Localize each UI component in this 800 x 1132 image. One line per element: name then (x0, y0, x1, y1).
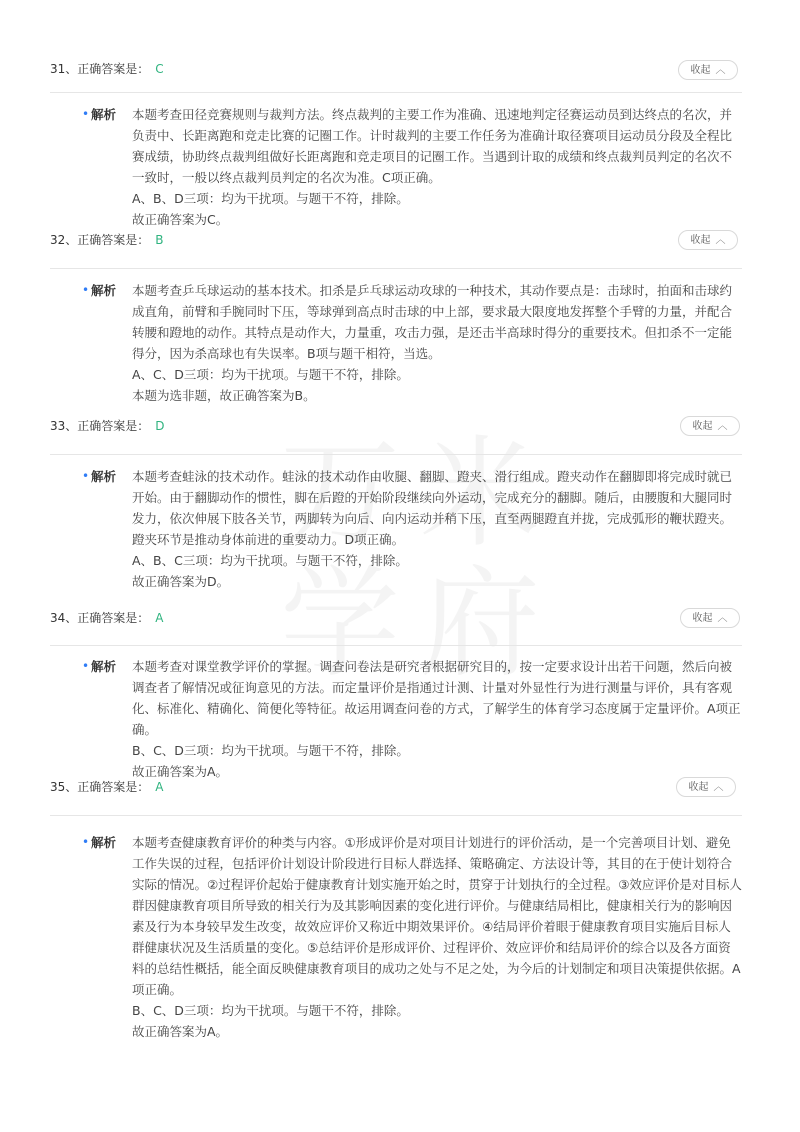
analysis-body (132, 466, 742, 592)
chevron-up-icon: ︿ (715, 235, 726, 246)
bullet-dot-icon: • (82, 469, 90, 483)
analysis-label: 解析 (91, 107, 117, 122)
analysis-body (132, 280, 742, 406)
question-number: 35、正确答案是： (50, 780, 150, 794)
analysis-paragraph: 故正确答案为A。 (132, 764, 229, 779)
collapse-button[interactable] (680, 608, 740, 628)
correct-answer: A (155, 611, 164, 625)
analysis-paragraph: 本题考查对课堂教学评价的掌握。调查问卷法是研究者根据研究目的，按一定要求设计出若干问题，然后向被调查者了解情况或征询意见的方法。而定量评价是指通过计测、计量对外显性行为进行测量与评价，具有客观化、标准化、精确化、简便化等特征。故运用调查问卷的方式，了解学生的体育学习态度属于定量评价。A项正确。 (132, 659, 741, 737)
question-header (50, 229, 164, 251)
question-header (50, 415, 165, 437)
question-number: 34、正确答案是： (50, 611, 150, 625)
analysis-paragraph: 本题考查田径竞赛规则与裁判方法。终点裁判的主要工作为准确、迅速地判定径赛运动员到达终点的名次，并负责中、长距离跑和竞走比赛的记圈工作。计时裁判的主要工作任务为准确计取径赛项目运动员分段及全程比赛成绩，协助终点裁判组做好长距离跑和竞走项目的记圈工作。当遇到计取的成绩和终点裁判员判定的名次不一致时，一般以终点裁判员判定的名次为准。C项正确。 (132, 107, 733, 185)
collapse-button[interactable] (680, 416, 740, 436)
analysis-body (132, 656, 742, 782)
question-header (50, 58, 164, 80)
divider (50, 645, 742, 646)
question-number: 32、正确答案是： (50, 233, 150, 247)
analysis-paragraph: 故正确答案为D。 (132, 574, 230, 589)
collapse-button[interactable] (678, 60, 738, 80)
analysis-label: 解析 (91, 283, 117, 298)
correct-answer: A (155, 780, 164, 794)
analysis-body (132, 832, 742, 1042)
collapse-label: 收起 (692, 421, 713, 432)
question-header (50, 607, 164, 629)
analysis-paragraph: 本题为选非题，故正确答案为B。 (132, 388, 316, 403)
analysis-label: 解析 (91, 659, 117, 674)
bullet-dot-icon: • (82, 283, 90, 297)
correct-answer: D (155, 419, 165, 433)
analysis-paragraph: B、C、D三项：均为干扰项。与题干不符，排除。 (132, 743, 409, 758)
analysis-label: 解析 (91, 469, 117, 484)
collapse-label: 收起 (692, 613, 713, 624)
collapse-label: 收起 (688, 782, 709, 793)
chevron-up-icon: ︿ (715, 65, 726, 76)
correct-answer: C (155, 62, 164, 76)
analysis-label: 解析 (91, 835, 117, 850)
divider (50, 268, 742, 269)
collapse-button[interactable] (676, 777, 736, 797)
chevron-up-icon: ︿ (717, 421, 728, 432)
collapse-label: 收起 (690, 65, 711, 76)
analysis-paragraph: A、C、D三项：均为干扰项。与题干不符，排除。 (132, 367, 409, 382)
analysis-paragraph: 故正确答案为C。 (132, 212, 229, 227)
collapse-button[interactable] (678, 230, 738, 250)
bullet-dot-icon: • (82, 659, 90, 673)
analysis-body (132, 104, 742, 230)
chevron-up-icon: ︿ (717, 613, 728, 624)
chevron-up-icon: ︿ (713, 782, 724, 793)
correct-answer: B (155, 233, 164, 247)
bullet-dot-icon: • (82, 835, 90, 849)
divider (50, 92, 742, 93)
analysis-paragraph: 本题考查蛙泳的技术动作。蛙泳的技术动作由收腿、翻脚、蹬夹、滑行组成。蹬夹动作在翻脚即将完成时就已开始。由于翻脚动作的惯性，脚在后蹬的开始阶段继续向外运动，完成充分的翻脚。随后，由腰腹和大腿同时发力，依次伸展下肢各关节，两脚转为向后、向内运动并稍下压，直至两腿蹬直并拢，完成弧形的鞭状蹬夹。蹬夹环节是推动身体前进的重要动力。D项正确。 (132, 469, 733, 547)
question-header (50, 776, 164, 798)
analysis-paragraph: 本题考查健康教育评价的种类与内容。①形成评价是对项目计划进行的评价活动，是一个完善项目计划、避免工作失误的过程，包括评价计划设计阶段进行目标人群选择、策略确定、方法设计等，其目的在于使计划符合实际的情况。②过程评价起始于健康教育计划实施开始之时，贯穿于计划执行的全过程。③效应评价是对目标人群因健康教育项目所导致的相关行为及其影响因素的变化进行评价。与健康结局相比，健康相关行为的影响因素及行为本身较早发生改变，故效应评价又称近中期效果评价。④结局评价着眼于健康教育项目实施后目标人群健康状况及生活质量的变化。⑤总结评价是形成评价、过程评价、效应评价和结局评价的综合以及各方面资料的总结性概括，能全面反映健康教育项目的成功之处与不足之处，为今后的计划制定和项目决策提供依据。A项正确。 (132, 835, 742, 997)
divider (50, 815, 742, 816)
analysis-paragraph: B、C、D三项：均为干扰项。与题干不符，排除。 (132, 1003, 409, 1018)
divider (50, 454, 742, 455)
analysis-paragraph: 故正确答案为A。 (132, 1024, 229, 1039)
analysis-paragraph: 本题考查乒乓球运动的基本技术。扣杀是乒乓球运动攻球的一种技术，其动作要点是：击球时，拍面和击球约成直角，前臂和手腕同时下压，等球弹到高点时击球的中上部，要求最大限度地发挥整个手臂的力量，并配合转腰和蹬地的动作。其特点是动作大，力量重，攻击力强，是还击半高球时得分的重要技术。但扣杀不一定能得分，因为杀高球也有失误率。B项与题干相符，当选。 (132, 283, 733, 361)
question-number: 31、正确答案是： (50, 62, 150, 76)
analysis-paragraph: A、B、D三项：均为干扰项。与题干不符，排除。 (132, 191, 409, 206)
bullet-dot-icon: • (82, 107, 90, 121)
collapse-label: 收起 (690, 235, 711, 246)
analysis-paragraph: A、B、C三项：均为干扰项。与题干不符，排除。 (132, 553, 408, 568)
question-number: 33、正确答案是： (50, 419, 150, 433)
